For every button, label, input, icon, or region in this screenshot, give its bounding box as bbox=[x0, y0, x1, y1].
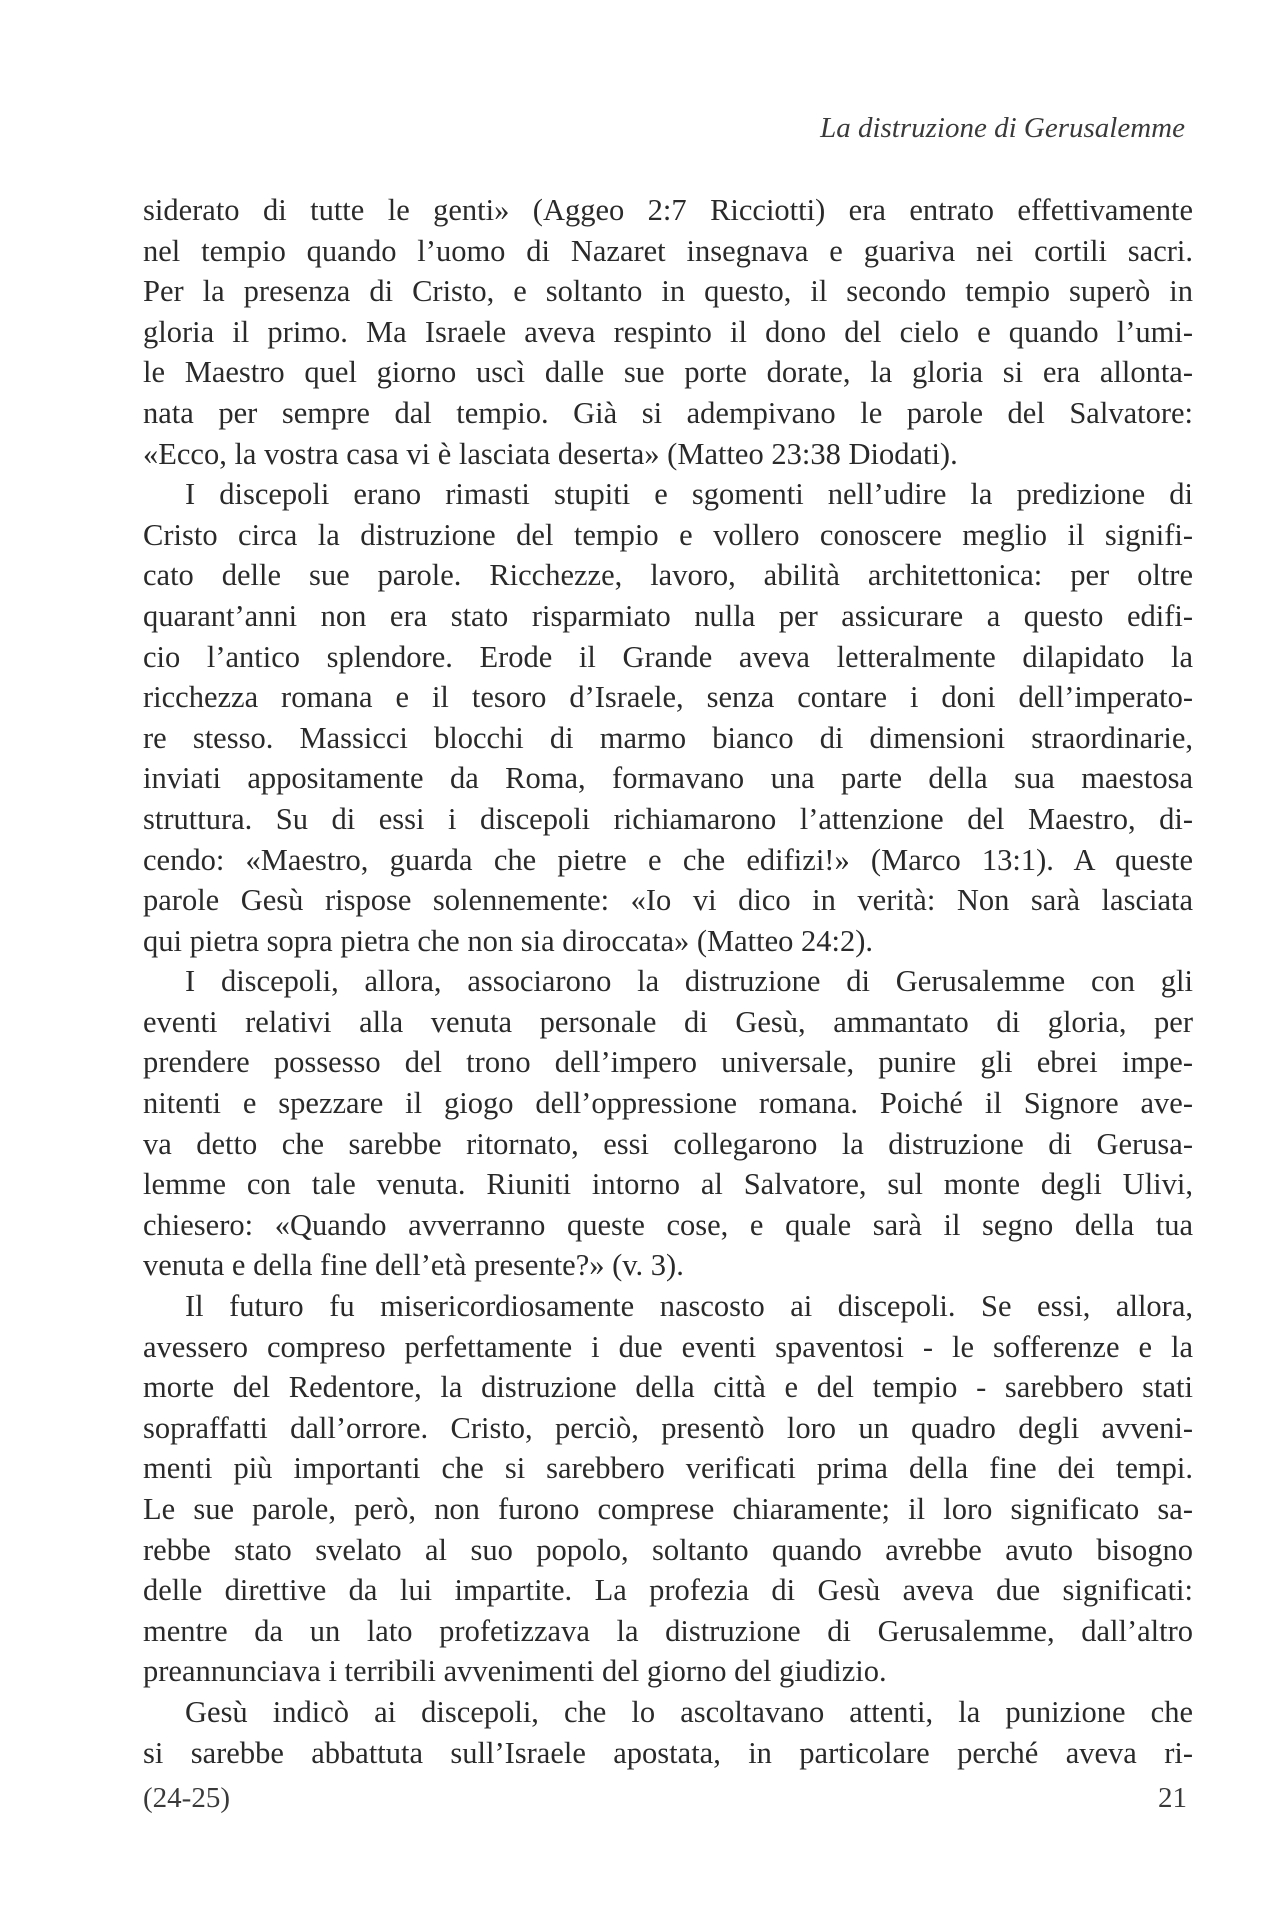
text-line: «Ecco, la vostra casa vi è lasciata deserta» (Matteo 23:38 Diodati). bbox=[143, 436, 958, 471]
text-line: Le sue parole, però, non furono comprese chiaramente; il loro significato sa- bbox=[143, 1492, 1193, 1526]
text-line: delle direttive da lui impartite. La profezia di Gesù aveva due significati: bbox=[143, 1573, 1193, 1608]
text-line: qui pietra sopra pietra che non sia diroccata» (Matteo 24:2). bbox=[143, 923, 874, 958]
text-line: nel tempio quando l’uomo di Nazaret insegnava e guariva nei cortili sacri. bbox=[143, 233, 1193, 268]
text-line: eventi relativi alla venuta personale di Gesù, ammantato di gloria, per bbox=[143, 1004, 1193, 1039]
text-line: va detto che sarebbe ritornato, essi collegarono la distruzione di Gerusa- bbox=[143, 1126, 1193, 1161]
text-line: menti più importanti che si sarebbero verificati prima della fine dei tempi. bbox=[143, 1451, 1193, 1486]
paragraph bbox=[143, 1286, 1193, 1692]
text-line: I discepoli erano rimasti stupiti e sgomenti nell’udire la predizione di bbox=[185, 477, 1193, 512]
paragraph bbox=[143, 1692, 1193, 1773]
text-line: sopraffatti dall’orrore. Cristo, perciò, presentò loro un quadro degli avveni- bbox=[143, 1410, 1193, 1445]
text-line: siderato di tutte le genti» (Aggeo 2:7 Ricciotti) era entrato effettivamente bbox=[143, 193, 1193, 227]
text-line: quarant’anni non era stato risparmiato nulla per assicurare a questo edifi- bbox=[143, 598, 1193, 633]
text-line: rebbe stato svelato al suo popolo, soltanto quando avrebbe avuto bisogno bbox=[143, 1532, 1193, 1567]
text-line: cendo: «Maestro, guarda che pietre e che edifizi!» (Marco 13:1). A queste bbox=[143, 842, 1193, 877]
body-text bbox=[143, 190, 1193, 1773]
text-line: mentre da un lato profetizzava la distruzione di Gerusalemme, dall’altro bbox=[143, 1613, 1193, 1648]
text-line: Per la presenza di Cristo, e soltanto in questo, il secondo tempio superò in bbox=[143, 274, 1193, 309]
text-line: I discepoli, allora, associarono la distruzione di Gerusalemme con gli bbox=[185, 964, 1193, 999]
page-number: 21 bbox=[1158, 1782, 1187, 1814]
paragraph bbox=[143, 474, 1193, 961]
text-line: preannunciava i terribili avvenimenti del giorno del giudizio. bbox=[143, 1654, 887, 1689]
text-line: cio l’antico splendore. Erode il Grande aveva letteralmente dilapidato la bbox=[143, 639, 1193, 674]
text-line: gloria il primo. Ma Israele aveva respinto il dono del cielo e quando l’umi- bbox=[143, 314, 1193, 349]
text-line: venuta e della fine dell’età presente?» (v. 3). bbox=[143, 1248, 684, 1283]
text-line: nata per sempre dal tempio. Già si adempivano le parole del Salvatore: bbox=[143, 395, 1193, 430]
text-line: chiesero: «Quando avverranno queste cose, e quale sarà il segno della tua bbox=[143, 1207, 1193, 1242]
text-line: ricchezza romana e il tesoro d’Israele, senza contare i doni dell’imperato- bbox=[143, 680, 1193, 715]
text-line: struttura. Su di essi i discepoli richiamarono l’attenzione del Maestro, di- bbox=[143, 801, 1193, 836]
text-line: avessero compreso perfettamente i due eventi spaventosi - le sofferenze e la bbox=[143, 1329, 1193, 1364]
paragraph bbox=[143, 190, 1193, 474]
text-line: morte del Redentore, la distruzione della città e del tempio - sarebbero stati bbox=[143, 1370, 1193, 1405]
text-line: Gesù indicò ai discepoli, che lo ascoltavano attenti, la punizione che bbox=[185, 1694, 1193, 1729]
text-line: parole Gesù rispose solennemente: «Io vi dico in verità: Non sarà lasciata bbox=[143, 883, 1193, 918]
text-line: Cristo circa la distruzione del tempio e vollero conoscere meglio il signifi- bbox=[143, 517, 1193, 552]
text-line: si sarebbe abbattuta sull’Israele apostata, in particolare perché aveva ri- bbox=[143, 1735, 1193, 1770]
text-line: prendere possesso del trono dell’impero universale, punire gli ebrei impe- bbox=[143, 1045, 1193, 1080]
paragraph bbox=[143, 961, 1193, 1286]
text-line: Il futuro fu misericordiosamente nascosto ai discepoli. Se essi, allora, bbox=[185, 1289, 1193, 1324]
text-line: inviati appositamente da Roma, formavano una parte della sua maestosa bbox=[143, 761, 1193, 796]
text-line: re stesso. Massicci blocchi di marmo bianco di dimensioni straordinarie, bbox=[143, 720, 1193, 755]
text-line: lemme con tale venuta. Riuniti intorno al Salvatore, sul monte degli Ulivi, bbox=[143, 1167, 1193, 1202]
text-line: nitenti e spezzare il giogo dell’oppressione romana. Poiché il Signore ave- bbox=[143, 1086, 1193, 1121]
text-line: cato delle sue parole. Ricchezze, lavoro, abilità architettonica: per oltre bbox=[143, 558, 1193, 593]
running-head: La distruzione di Gerusalemme bbox=[820, 112, 1185, 144]
source-reference: (24-25) bbox=[143, 1782, 230, 1814]
text-line: le Maestro quel giorno uscì dalle sue porte dorate, la gloria si era allonta- bbox=[143, 355, 1193, 390]
